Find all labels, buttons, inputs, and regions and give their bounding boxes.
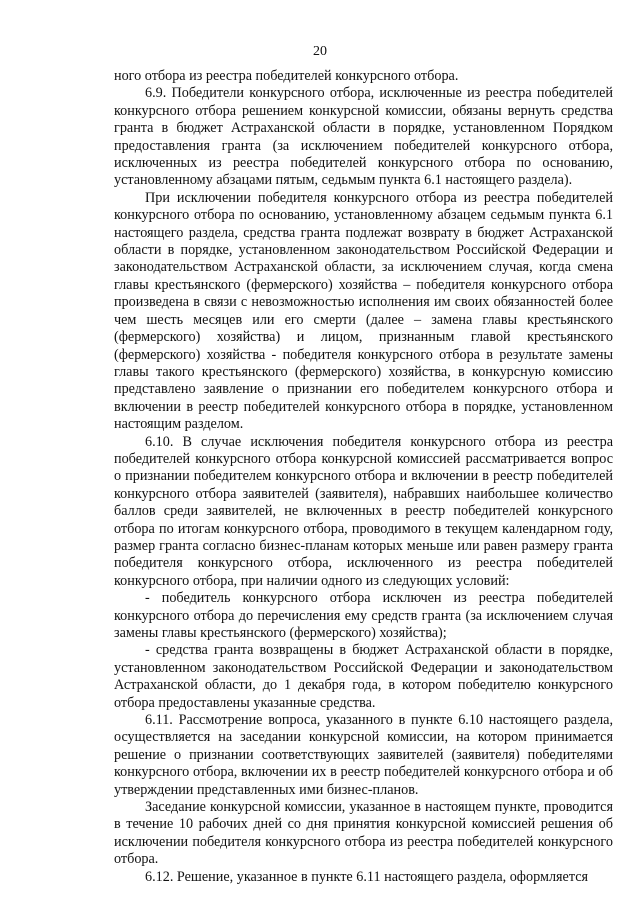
paragraph-6-9: 6.9. Победители конкурсного отбора, исключенные из реестра победителей конкурсного отбора решением конкурсной комиссии, обязаны вернуть средства гранта в бюджет Астраханской области в порядке, установленном Порядком предоставления гранта (за исключением победителей конкурсного отбора, исключенных из реестра победителей конкурсного отбора по основанию, установленному абзацами пятым, седьмым пункта 6.1 настоящего раздела).	[114, 85, 613, 189]
paragraph-6-12: 6.12. Решение, указанное в пункте 6.11 настоящего раздела, оформляется	[145, 868, 589, 885]
paragraph-commission-meeting: Заседание конкурсной комиссии, указанное в настоящем пункте, проводится в течение 10 рабочих дней со дня принятия конкурсной комиссией решения об исключении победителя конкурсного отбора из реестра победителей конкурсного отбора.	[114, 799, 613, 868]
list-item-condition-2: - средства гранта возвращены в бюджет Астраханской области в порядке, установленном законодательством Российской Федерации и законодательством Астраханской области, до 1 декабря года, в котором победителю конкурсного отбора предоставлены указанные средства.	[114, 642, 613, 711]
paragraph-continuation: ного отбора из реестра победителей конкурсного отбора.	[114, 68, 459, 84]
list-item-condition-1: - победитель конкурсного отбора исключен из реестра победителей конкурсного отбора до перечисления ему средств гранта (за исключением случая замены главы крестьянского (фермерского) хозяйства);	[114, 590, 613, 641]
paragraph-return-of-grant: При исключении победителя конкурсного отбора из реестра победителей конкурсного отбора по основанию, установленному абзацем седьмым пункта 6.1 настоящего раздела, средства гранта подлежат возврату в бюджет Астраханской области в порядке, установленном законодательством Российской Федерации и законодательством Астраханской области, за исключением случая, когда смена главы крестьянского (фермерского) хозяйства – победителя конкурсного отбора произведена в связи с невозможностью исполнения им своих обязанностей более чем шесть месяцев или его смерти (далее – замена главы крестьянского (фермерского) хозяйства) и лицом, признанным главой крестьянского (фермерского) хозяйства - победителя конкурсного отбора в результате замены главы такого крестьянского (фермерского) хозяйства, в конкурсную комиссию представлено заявление о признании его победителем конкурсного отбора и включении в реестр победителей конкурсного отбора в порядке, установленном настоящим разделом.	[114, 189, 613, 433]
paragraph-6-10: 6.10. В случае исключения победителя конкурсного отбора из реестра победителей конкурсного отбора конкурсной комиссией рассматривается вопрос о признании победителем конкурсного отбора и включении в реестр победителей конкурсного отбора заявителей (заявителя), набравших наибольшее количество баллов среди заявителей, не включенных в реестр победителей конкурсного отбора по итогам конкурсного отбора, проводимого в текущем календарном году, размер гранта согласно бизнес-планам которых меньше или равен размеру гранта победителя конкурсного отбора, исключенного из реестра победителей конкурсного отбора, при наличии одного из следующих условий:	[114, 433, 613, 589]
page-number: 20	[313, 44, 327, 59]
document-body	[114, 68, 613, 886]
paragraph-6-11: 6.11. Рассмотрение вопроса, указанного в пункте 6.10 настоящего раздела, осуществляется на заседании конкурсной комиссии, на котором принимается решение о признании соответствующих заявителей (заявителя) победителями конкурсного отбора, включении их в реестр победителей конкурсного отбора и об утверждении представленных ими бизнес-планов.	[114, 712, 613, 798]
